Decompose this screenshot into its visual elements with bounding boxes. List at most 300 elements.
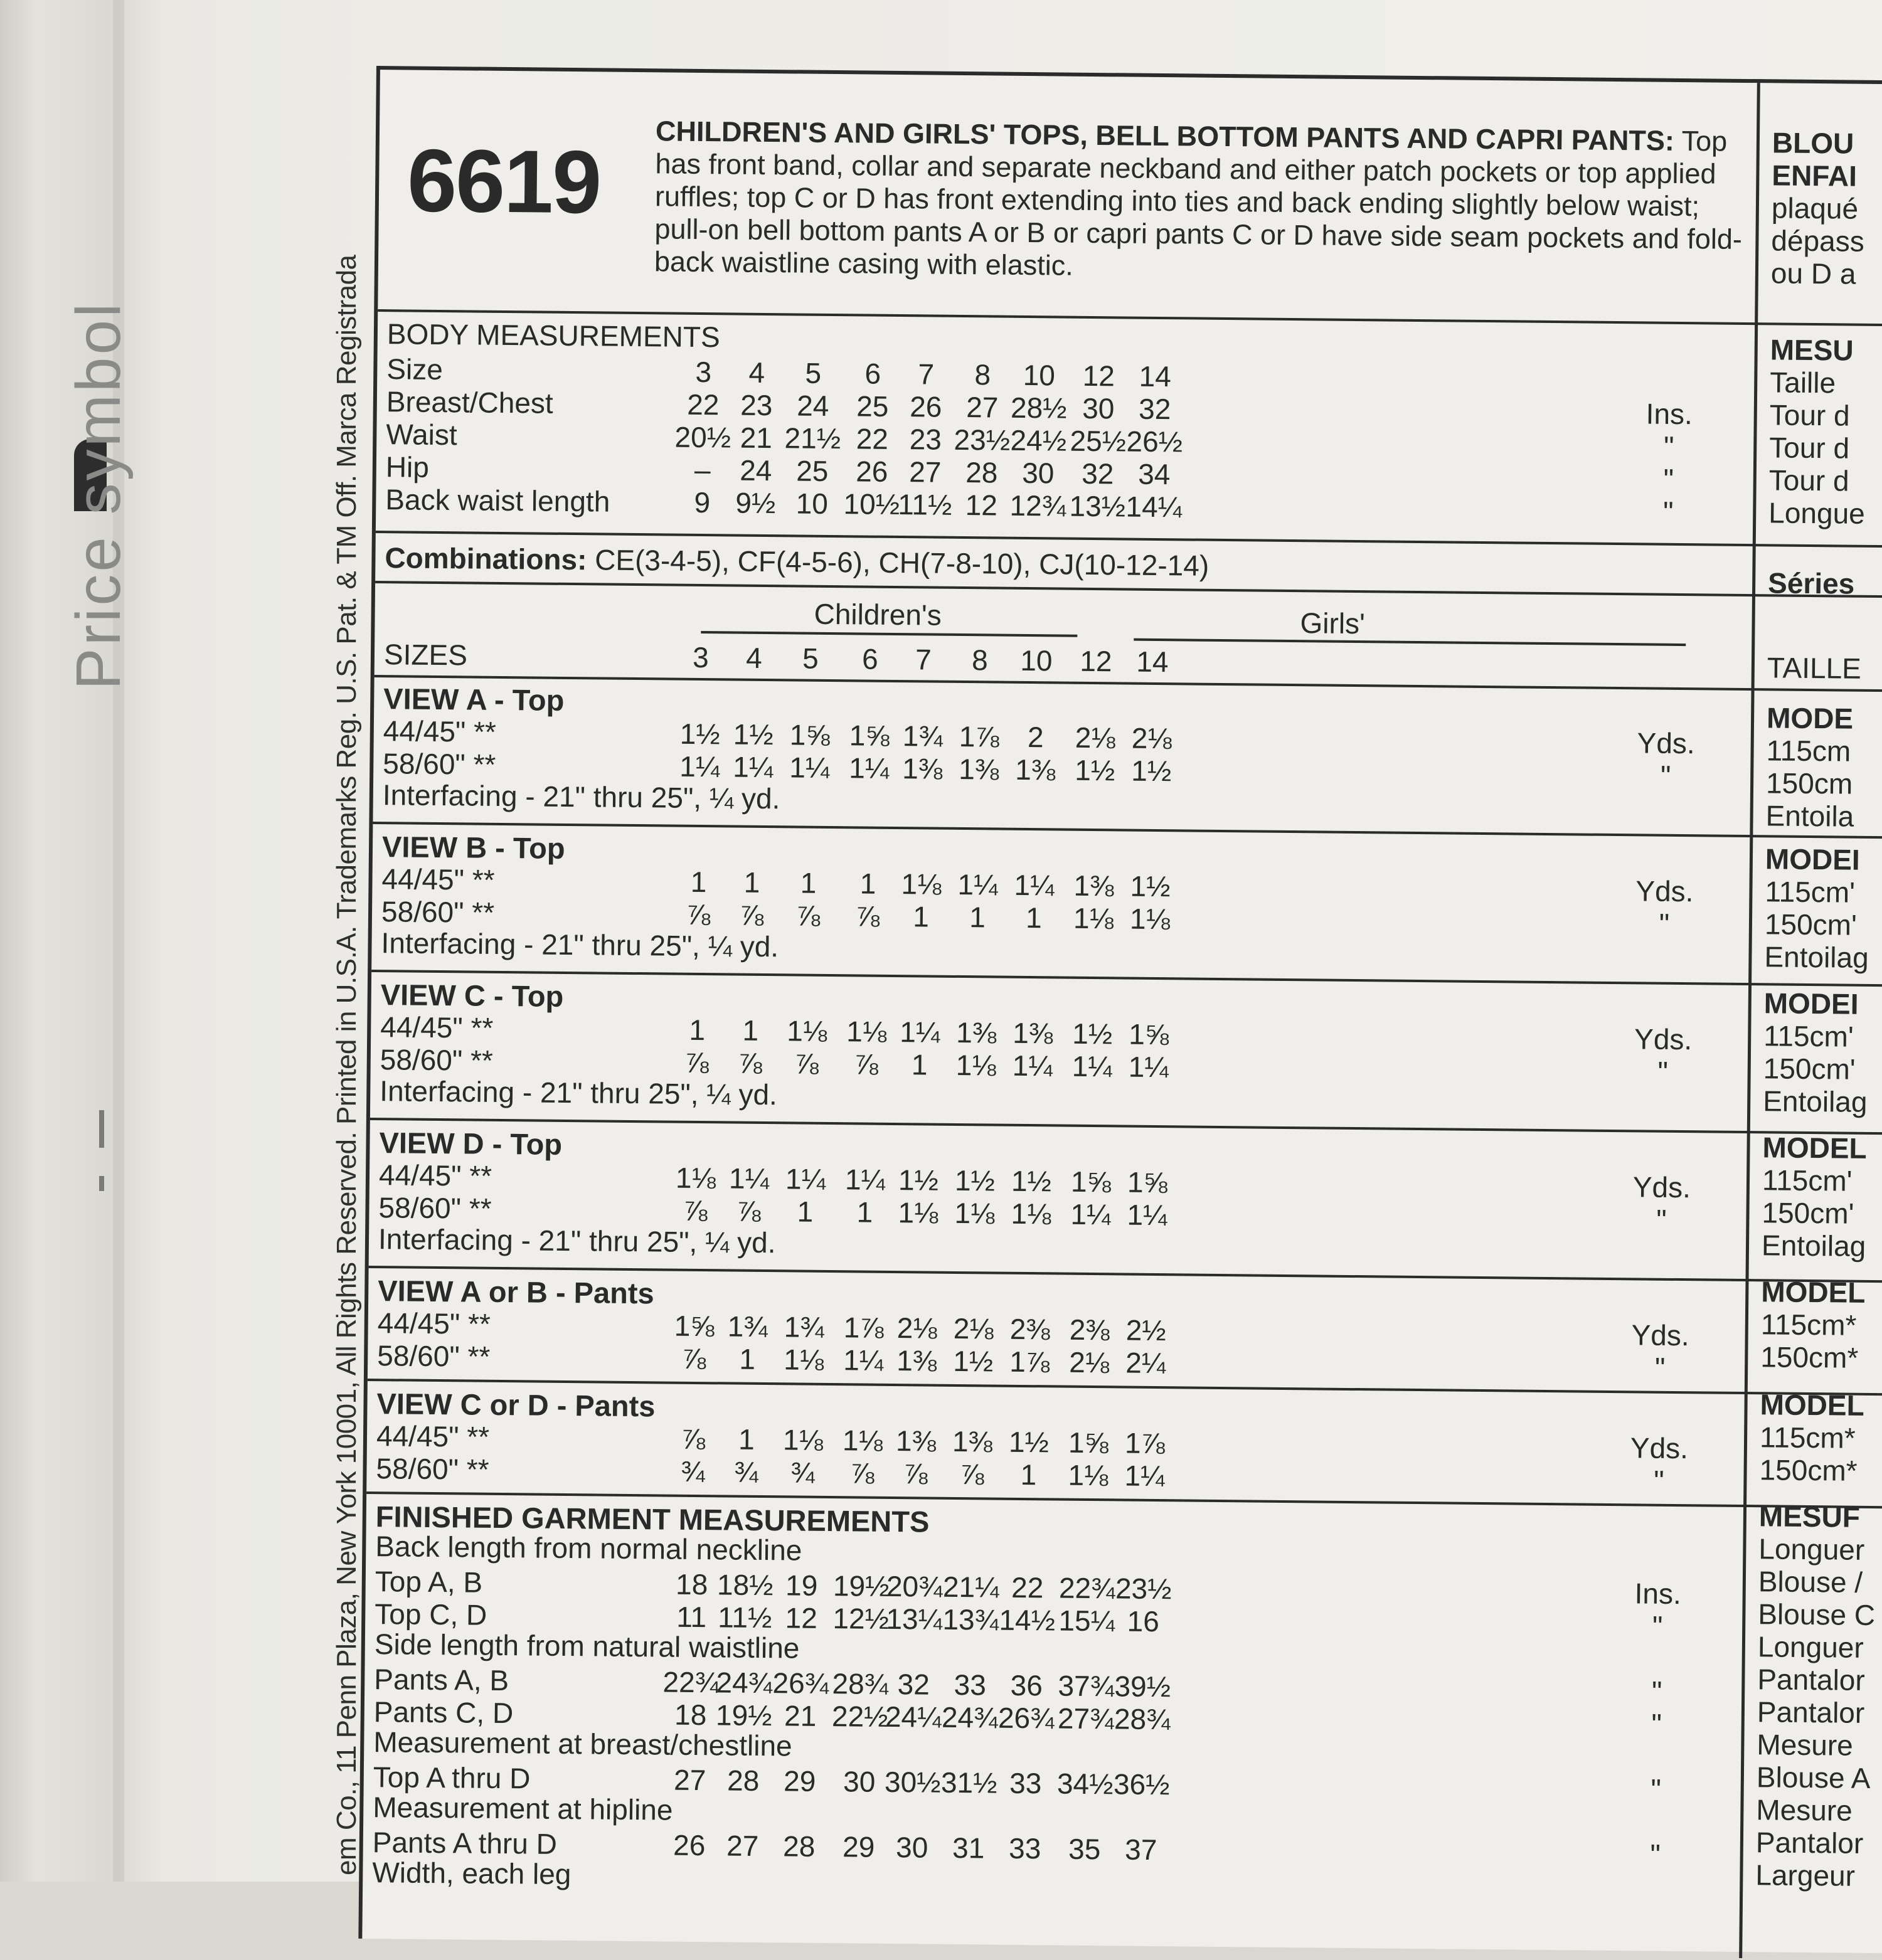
french-text: 150cm' [1764, 908, 1858, 941]
french-text: Tour d [1769, 398, 1850, 432]
cell-size-5: 1 [800, 866, 817, 899]
cell-size-3: ⅞ [684, 1046, 710, 1079]
cell-size-6: 10½ [843, 487, 900, 521]
cell-size-14: 1¼ [1128, 1050, 1169, 1084]
french-text: 115cm' [1765, 875, 1856, 909]
section-divider [371, 970, 1882, 987]
cell-size-14: 1⅝ [1129, 1017, 1169, 1051]
cell-size-4: 1 [742, 1014, 759, 1047]
cell-size-12: 32 [1081, 457, 1114, 490]
french-text: Pantalor [1757, 1695, 1865, 1729]
view-title: VIEW B - Top [381, 830, 565, 865]
cell-size-4: ¾ [734, 1455, 758, 1488]
cell-size-4: 1 [739, 1342, 756, 1375]
cell-size-6: 1⅞ [843, 1311, 884, 1344]
interfacing-note: Interfacing - 21" thru 25", ¼ yd. [380, 1074, 778, 1111]
unit-label: Yds. [1637, 726, 1695, 760]
cell-size-6: 1⅛ [842, 1424, 883, 1457]
cell-size-7: 20¾ [886, 1569, 943, 1603]
cell-size-12: 25½ [1070, 424, 1127, 458]
french-text: ou D a [1770, 257, 1856, 290]
cell-size-3: 9 [694, 485, 711, 519]
french-text: ENFAI [1772, 159, 1858, 193]
french-text: plaqué [1771, 191, 1859, 225]
cell-size-12: 2⅜ [1069, 1313, 1110, 1347]
cell-size-5: ⅞ [795, 899, 821, 932]
cell-size-3: 1⅝ [674, 1309, 715, 1343]
price-symbol-label: Price symbol [63, 300, 134, 690]
cell-size-12: 2⅛ [1068, 1345, 1110, 1379]
cell-size-14: 39½ [1114, 1670, 1171, 1703]
row-label: SIZES [383, 638, 468, 672]
children-group-label: Children's [814, 597, 942, 632]
cell-size-3: 26 [673, 1828, 706, 1862]
cell-size-6: 22½ [831, 1700, 888, 1733]
cell-size-8: 27 [965, 391, 999, 424]
cell-size-4: 23 [740, 388, 773, 422]
french-text: 150cm' [1763, 1052, 1856, 1086]
cell-size-7: 26 [909, 390, 942, 423]
cell-size-8: 2⅛ [953, 1311, 994, 1345]
row-label: 44/45" ** [378, 1158, 492, 1192]
french-text: Blouse A [1756, 1761, 1871, 1794]
cell-size-5: 1¼ [785, 1162, 826, 1195]
french-text: Longue [1768, 496, 1866, 530]
cell-size-10: 1 [1025, 901, 1043, 935]
french-text: Largeur [1755, 1858, 1856, 1892]
cell-size-7: 27 [908, 455, 942, 489]
cell-size-7: 1¾ [902, 719, 944, 753]
cell-size-12: 13½ [1069, 489, 1126, 523]
cell-size-4: 28 [726, 1764, 760, 1797]
row-label: Back waist length [385, 483, 610, 518]
french-text: MESU [1770, 333, 1854, 367]
cell-size-7: 1⅜ [896, 1344, 937, 1377]
cell-size-8: 1⅞ [959, 719, 999, 753]
cell-size-4: 1¾ [727, 1310, 768, 1343]
cell-size-7: 24¼ [885, 1700, 942, 1734]
unit-label: Yds. [1632, 1170, 1691, 1204]
cell-size-3: ⅞ [681, 1342, 706, 1375]
french-text: Longuer [1758, 1532, 1865, 1566]
legal-notice: em Co., 11 Penn Plaza, New York 10001, All Rights Reserved. Printed in U.S.A. Trademarks Reg. U.S. Pat. & TM Off. Marca Registrada [331, 255, 362, 1875]
interfacing-note: Interfacing - 21" thru 25", ¼ yd. [381, 926, 779, 963]
cell-size-12: 1¼ [1071, 1049, 1112, 1083]
cell-size-5: 26¾ [772, 1666, 829, 1700]
cell-size-7: 1 [911, 1048, 928, 1081]
cell-size-5: 25 [795, 454, 829, 487]
cell-size-3: ⅞ [681, 1422, 706, 1456]
cell-size-5: 19 [785, 1569, 818, 1602]
left-mark [99, 1110, 104, 1148]
cell-size-8: 12 [965, 489, 998, 522]
unit-label: " [1663, 430, 1674, 463]
cell-size-3: 22 [686, 388, 720, 421]
cell-size-14: 1⅛ [1129, 902, 1171, 936]
cell-size-4: 1 [738, 1422, 755, 1456]
french-text: dépass [1771, 224, 1865, 258]
cell-size-3: 1½ [679, 717, 721, 751]
row-label: 58/60" ** [383, 747, 496, 781]
cell-size-7: 32 [897, 1668, 930, 1701]
cell-size-5: 21½ [784, 421, 841, 455]
unit-label: " [1657, 1055, 1669, 1088]
cell-size-12: 1⅛ [1073, 901, 1114, 935]
cell-size-12: 35 [1068, 1832, 1101, 1866]
cell-size-5: 28 [782, 1830, 816, 1863]
cell-size-14: 23½ [1115, 1572, 1172, 1606]
cell-size-14: 14¼ [1125, 490, 1183, 524]
cell-size-4: 11½ [717, 1601, 772, 1634]
cell-size-7: 7 [915, 643, 932, 676]
row-label: Pants A thru D [372, 1826, 558, 1860]
finished-subheading: Back length from normal neckline [375, 1530, 802, 1567]
unit-label: " [1662, 495, 1674, 528]
unit-label: Ins. [1634, 1577, 1682, 1611]
unit-label: " [1651, 1772, 1662, 1806]
french-text: Entoila [1765, 799, 1854, 833]
row-label: Hip [385, 450, 430, 484]
row-label: 44/45" ** [383, 714, 497, 748]
cell-size-4: 1½ [733, 718, 774, 751]
pattern-title: CHILDREN'S AND GIRLS' TOPS, BELL BOTTOM PANTS AND CAPRI PANTS: [655, 115, 1675, 157]
cell-size-4: 1 [743, 866, 760, 899]
cell-size-10: 1½ [1011, 1164, 1052, 1198]
cell-size-4: 1¼ [728, 1162, 770, 1195]
pattern-back-sheet [358, 66, 1882, 1953]
cell-size-8: 23½ [954, 423, 1011, 457]
french-text: 150cm [1765, 766, 1853, 800]
finished-subheading: Side length from natural waistline [374, 1628, 800, 1665]
cell-size-5: ⅞ [794, 1047, 819, 1080]
pattern-description-text: Top has front band, collar and separate neckband and either patch pockets or top applied ruffles; top C or D has front extending into ties and back ending slightly below waist; pull-on bell bottom pants A or B or capri pants C or D have side seam pockets and fold-back waistline casing with elastic. [654, 124, 1743, 282]
row-label: Size [386, 352, 444, 386]
combinations-value: CE(3-4-5), CF(4-5-6), CH(7-8-10), CJ(10-12-14) [587, 543, 1209, 582]
french-text: BLOU [1772, 126, 1854, 160]
french-text: MODEI [1763, 987, 1859, 1020]
cell-size-4: 1¼ [733, 750, 774, 784]
row-label: Waist [386, 418, 457, 452]
cell-size-12: 30 [1082, 391, 1115, 425]
interfacing-note: Interfacing - 21" thru 25", ¼ yd. [382, 778, 780, 815]
cell-size-5: 5 [802, 642, 819, 675]
cell-size-5: 1¾ [784, 1310, 824, 1343]
cell-size-8: 1⅜ [956, 1015, 997, 1049]
unit-label: Yds. [1630, 1431, 1689, 1465]
cell-size-10: 33 [1008, 1831, 1041, 1865]
cell-size-8: ⅞ [960, 1458, 984, 1491]
combinations-line [385, 543, 1209, 580]
cell-size-5: 1¼ [789, 751, 830, 784]
pattern-number: 6619 [407, 130, 601, 233]
cell-size-3: ¾ [681, 1454, 705, 1488]
cell-size-7: 1⅜ [895, 1424, 937, 1458]
cell-size-14: 34 [1137, 457, 1171, 491]
interfacing-note: Interfacing - 21" thru 25", ¼ yd. [378, 1222, 776, 1259]
french-text: MODEL [1762, 1131, 1867, 1165]
view-title: VIEW C - Top [380, 978, 564, 1013]
cell-size-4: ⅞ [738, 1046, 763, 1079]
section-divider [370, 1118, 1882, 1135]
cell-size-4: 27 [726, 1829, 759, 1862]
cell-size-8: 1½ [954, 1163, 996, 1197]
view-title: VIEW C or D - Pants [376, 1387, 656, 1423]
french-text: 115cm* [1759, 1421, 1856, 1454]
cell-size-8: 24¾ [941, 1700, 998, 1734]
french-text: Tour d [1768, 464, 1849, 497]
cell-size-8: 28 [965, 456, 998, 489]
cell-size-7: 7 [918, 358, 935, 391]
cell-size-8: 13¾ [942, 1602, 999, 1636]
cell-size-14: 14 [1139, 359, 1172, 393]
cell-size-3: 11 [676, 1600, 707, 1634]
cell-size-5: 5 [805, 356, 822, 389]
unit-label: Yds. [1635, 874, 1694, 908]
finished-heading: FINISHED GARMENT MEASUREMENTS [375, 1500, 930, 1539]
french-text: Tour d [1769, 431, 1850, 465]
row-label: 44/45" ** [376, 1419, 490, 1453]
cell-size-5: 12 [785, 1601, 818, 1634]
envelope-fold [113, 0, 124, 1882]
french-text: MODEL [1761, 1275, 1866, 1309]
section-divider [373, 822, 1882, 839]
french-text: MODEL [1760, 1388, 1864, 1422]
cell-size-6: 12½ [832, 1602, 890, 1635]
cell-size-10: 1⅜ [1015, 753, 1056, 787]
cell-size-5: 29 [783, 1764, 816, 1798]
french-text: 115cm* [1760, 1308, 1857, 1342]
unit-label: " [1652, 1609, 1663, 1643]
cell-size-6: 1¼ [844, 1163, 886, 1196]
row-label: 58/60" ** [376, 1452, 489, 1486]
french-text: 150cm' [1762, 1196, 1854, 1230]
cell-size-14: 1½ [1130, 869, 1171, 903]
cell-size-14: 26½ [1126, 425, 1183, 458]
french-text: MODE [1766, 701, 1854, 735]
french-text: TAILLE [1767, 651, 1862, 685]
cell-size-8: 1¼ [957, 867, 998, 901]
cell-size-3: 18 [675, 1567, 708, 1601]
finished-subheading: Width, each leg [372, 1856, 572, 1891]
unit-label: Ins. [1645, 397, 1693, 431]
cell-size-3: ⅞ [683, 1194, 708, 1227]
cell-size-4: 4 [748, 356, 765, 389]
cell-size-7: 11½ [898, 488, 952, 521]
cell-size-14: 1¼ [1127, 1198, 1167, 1232]
cell-size-14: 2⅛ [1131, 721, 1172, 755]
unit-label: " [1654, 1351, 1666, 1384]
cell-size-8: 1⅛ [955, 1048, 996, 1082]
cell-size-12: 12 [1082, 359, 1115, 393]
view-title: VIEW D - Top [379, 1126, 563, 1161]
cell-size-12: 1⅝ [1070, 1165, 1112, 1199]
cell-size-14: 16 [1127, 1604, 1160, 1638]
cell-size-14: 2¼ [1125, 1346, 1166, 1380]
row-label: 58/60" ** [380, 1043, 494, 1077]
cell-size-14: 1⅞ [1124, 1426, 1166, 1460]
girls-group-label: Girls' [1300, 607, 1366, 640]
cell-size-4: ⅞ [739, 898, 764, 931]
cell-size-10: 10 [1020, 644, 1053, 677]
cell-size-3: 3 [695, 355, 712, 389]
cell-size-14: 2½ [1125, 1313, 1166, 1347]
cell-size-6: 6 [864, 357, 881, 390]
cell-size-3: 27 [673, 1763, 706, 1797]
cell-size-14: 32 [1138, 392, 1171, 426]
cell-size-10: 12¾ [1009, 489, 1066, 522]
cell-size-10: 30 [1021, 456, 1055, 490]
cell-size-14: 1¼ [1124, 1459, 1165, 1493]
cell-size-7: 30 [895, 1831, 928, 1864]
cell-size-10: 10 [1023, 358, 1056, 392]
cell-size-5: 1⅛ [782, 1423, 824, 1456]
cell-size-10: 14½ [999, 1603, 1056, 1637]
cell-size-14: 14 [1136, 645, 1169, 679]
cell-size-4: 19½ [715, 1698, 772, 1732]
cell-size-3: 18 [674, 1698, 707, 1732]
cell-size-6: 1⅛ [846, 1015, 887, 1048]
french-text: Pantalor [1757, 1663, 1865, 1697]
french-text: 115cm' [1762, 1163, 1853, 1197]
cell-size-5: 24 [796, 389, 829, 422]
cell-size-6: 26 [855, 455, 888, 488]
cell-size-8: 8 [971, 644, 988, 677]
cell-size-10: 1⅛ [1011, 1197, 1051, 1231]
cell-size-7: 1⅛ [901, 867, 942, 901]
cell-size-7: 2⅛ [896, 1311, 937, 1345]
cell-size-10: 26¾ [997, 1701, 1055, 1735]
cell-size-6: 1¼ [843, 1343, 884, 1377]
row-label: Pants C, D [373, 1695, 514, 1730]
unit-label: " [1650, 1838, 1661, 1871]
cell-size-12: 27¾ [1057, 1702, 1114, 1735]
french-text: Blouse / [1758, 1565, 1863, 1599]
finished-subheading: Measurement at breast/chestline [373, 1725, 792, 1762]
cell-size-10: 1¼ [1014, 868, 1055, 902]
french-text: 150cm* [1760, 1340, 1859, 1374]
cell-size-8: 1½ [952, 1344, 994, 1378]
pattern-description [654, 115, 1760, 289]
row-label: Pants A, B [374, 1663, 509, 1697]
cell-size-12: 22¾ [1058, 1571, 1115, 1605]
french-text: Séries [1767, 566, 1855, 600]
cell-size-4: 4 [745, 641, 763, 674]
cell-size-12: 1⅝ [1068, 1426, 1109, 1459]
cell-size-14: 1½ [1131, 754, 1172, 788]
cell-size-14: 28¾ [1114, 1702, 1171, 1736]
row-label: 58/60" ** [377, 1339, 491, 1373]
cell-size-12: 1⅜ [1073, 869, 1114, 903]
cell-size-6: 1 [856, 1195, 873, 1229]
view-title: VIEW A or B - Pants [378, 1274, 654, 1310]
french-text: 115cm [1766, 734, 1851, 768]
french-text: Mesure [1756, 1793, 1853, 1827]
french-text: Pantalor [1755, 1826, 1864, 1860]
row-label: 58/60" ** [378, 1191, 492, 1225]
cell-size-14: 1⅝ [1127, 1165, 1168, 1199]
section-divider [375, 581, 1882, 598]
cell-size-10: 1¼ [1012, 1049, 1053, 1083]
finished-subheading: Measurement at hipline [373, 1791, 673, 1826]
row-label: Top A, B [375, 1565, 483, 1599]
french-text: MESUF [1758, 1500, 1861, 1534]
unit-label: " [1659, 907, 1670, 940]
combinations-label: Combinations: [385, 541, 587, 576]
cell-size-10: 24½ [1010, 423, 1067, 457]
cell-size-10: 28½ [1010, 391, 1067, 425]
row-label: 44/45" ** [377, 1306, 491, 1340]
cell-size-5: ¾ [790, 1456, 815, 1489]
cell-size-4: 24¾ [716, 1666, 773, 1700]
cell-size-6: ⅞ [850, 1456, 875, 1490]
cell-size-8: 1⅜ [959, 752, 999, 786]
french-text: 115cm' [1763, 1019, 1854, 1053]
cell-size-10: 33 [1009, 1766, 1042, 1800]
unit-label: " [1651, 1675, 1662, 1708]
row-label: 58/60" ** [381, 895, 495, 929]
cell-size-6: 1 [859, 867, 876, 900]
cell-size-10: 36 [1010, 1668, 1043, 1702]
cell-size-5: 1⅛ [787, 1014, 827, 1047]
cell-size-12: 1½ [1072, 1017, 1113, 1051]
cell-size-12: 37¾ [1058, 1669, 1115, 1703]
cell-size-10: 1⅜ [1013, 1016, 1053, 1050]
cell-size-8: 1⅛ [954, 1196, 995, 1230]
french-text: Taille [1770, 366, 1836, 400]
french-text: 150cm* [1759, 1453, 1858, 1487]
cell-size-8: 31 [952, 1831, 985, 1865]
cell-size-3: 1 [690, 865, 707, 899]
cell-size-8: 21¼ [942, 1570, 999, 1604]
row-label: Top C, D [375, 1597, 487, 1631]
cell-size-7: 1⅜ [902, 752, 943, 785]
cell-size-6: ⅞ [854, 1047, 879, 1081]
cell-size-6: 28¾ [832, 1667, 889, 1700]
cell-size-7: 30½ [884, 1765, 941, 1799]
cell-size-6: 30 [843, 1765, 876, 1798]
cell-size-4: 18½ [716, 1568, 774, 1602]
cell-size-3: 22¾ [662, 1665, 720, 1699]
cell-size-7: 1½ [898, 1163, 939, 1197]
cell-size-5: 1 [797, 1195, 814, 1228]
cell-size-12: 1⅛ [1068, 1458, 1108, 1492]
cell-size-6: 29 [842, 1830, 875, 1863]
cell-size-7: 1⅛ [898, 1196, 938, 1229]
cell-size-4: ⅞ [736, 1194, 761, 1227]
cell-size-4: 21 [740, 421, 773, 455]
row-label: 44/45" ** [381, 862, 495, 896]
cell-size-12: 15¼ [1058, 1604, 1115, 1638]
cell-size-3: 20½ [674, 420, 731, 454]
cell-size-4: 24 [739, 453, 772, 487]
unit-label: " [1651, 1707, 1662, 1740]
cell-size-8: 8 [974, 358, 991, 391]
cell-size-10: 1⅞ [1009, 1345, 1050, 1379]
cell-size-5: 21 [784, 1699, 817, 1732]
french-text: Longuer [1757, 1630, 1864, 1664]
children-group-rule [701, 631, 1077, 637]
cell-size-7: 23 [909, 423, 942, 456]
cell-size-10: 2 [1027, 721, 1044, 754]
cell-size-6: 1¼ [849, 751, 890, 785]
row-label: Top A thru D [373, 1761, 531, 1795]
unit-label: " [1656, 1203, 1667, 1236]
cell-size-8: 1 [969, 901, 986, 934]
left-mark [99, 1176, 104, 1191]
cell-size-3: – [694, 453, 711, 487]
cell-size-8: 31½ [940, 1766, 997, 1799]
unit-label: " [1654, 1464, 1664, 1497]
